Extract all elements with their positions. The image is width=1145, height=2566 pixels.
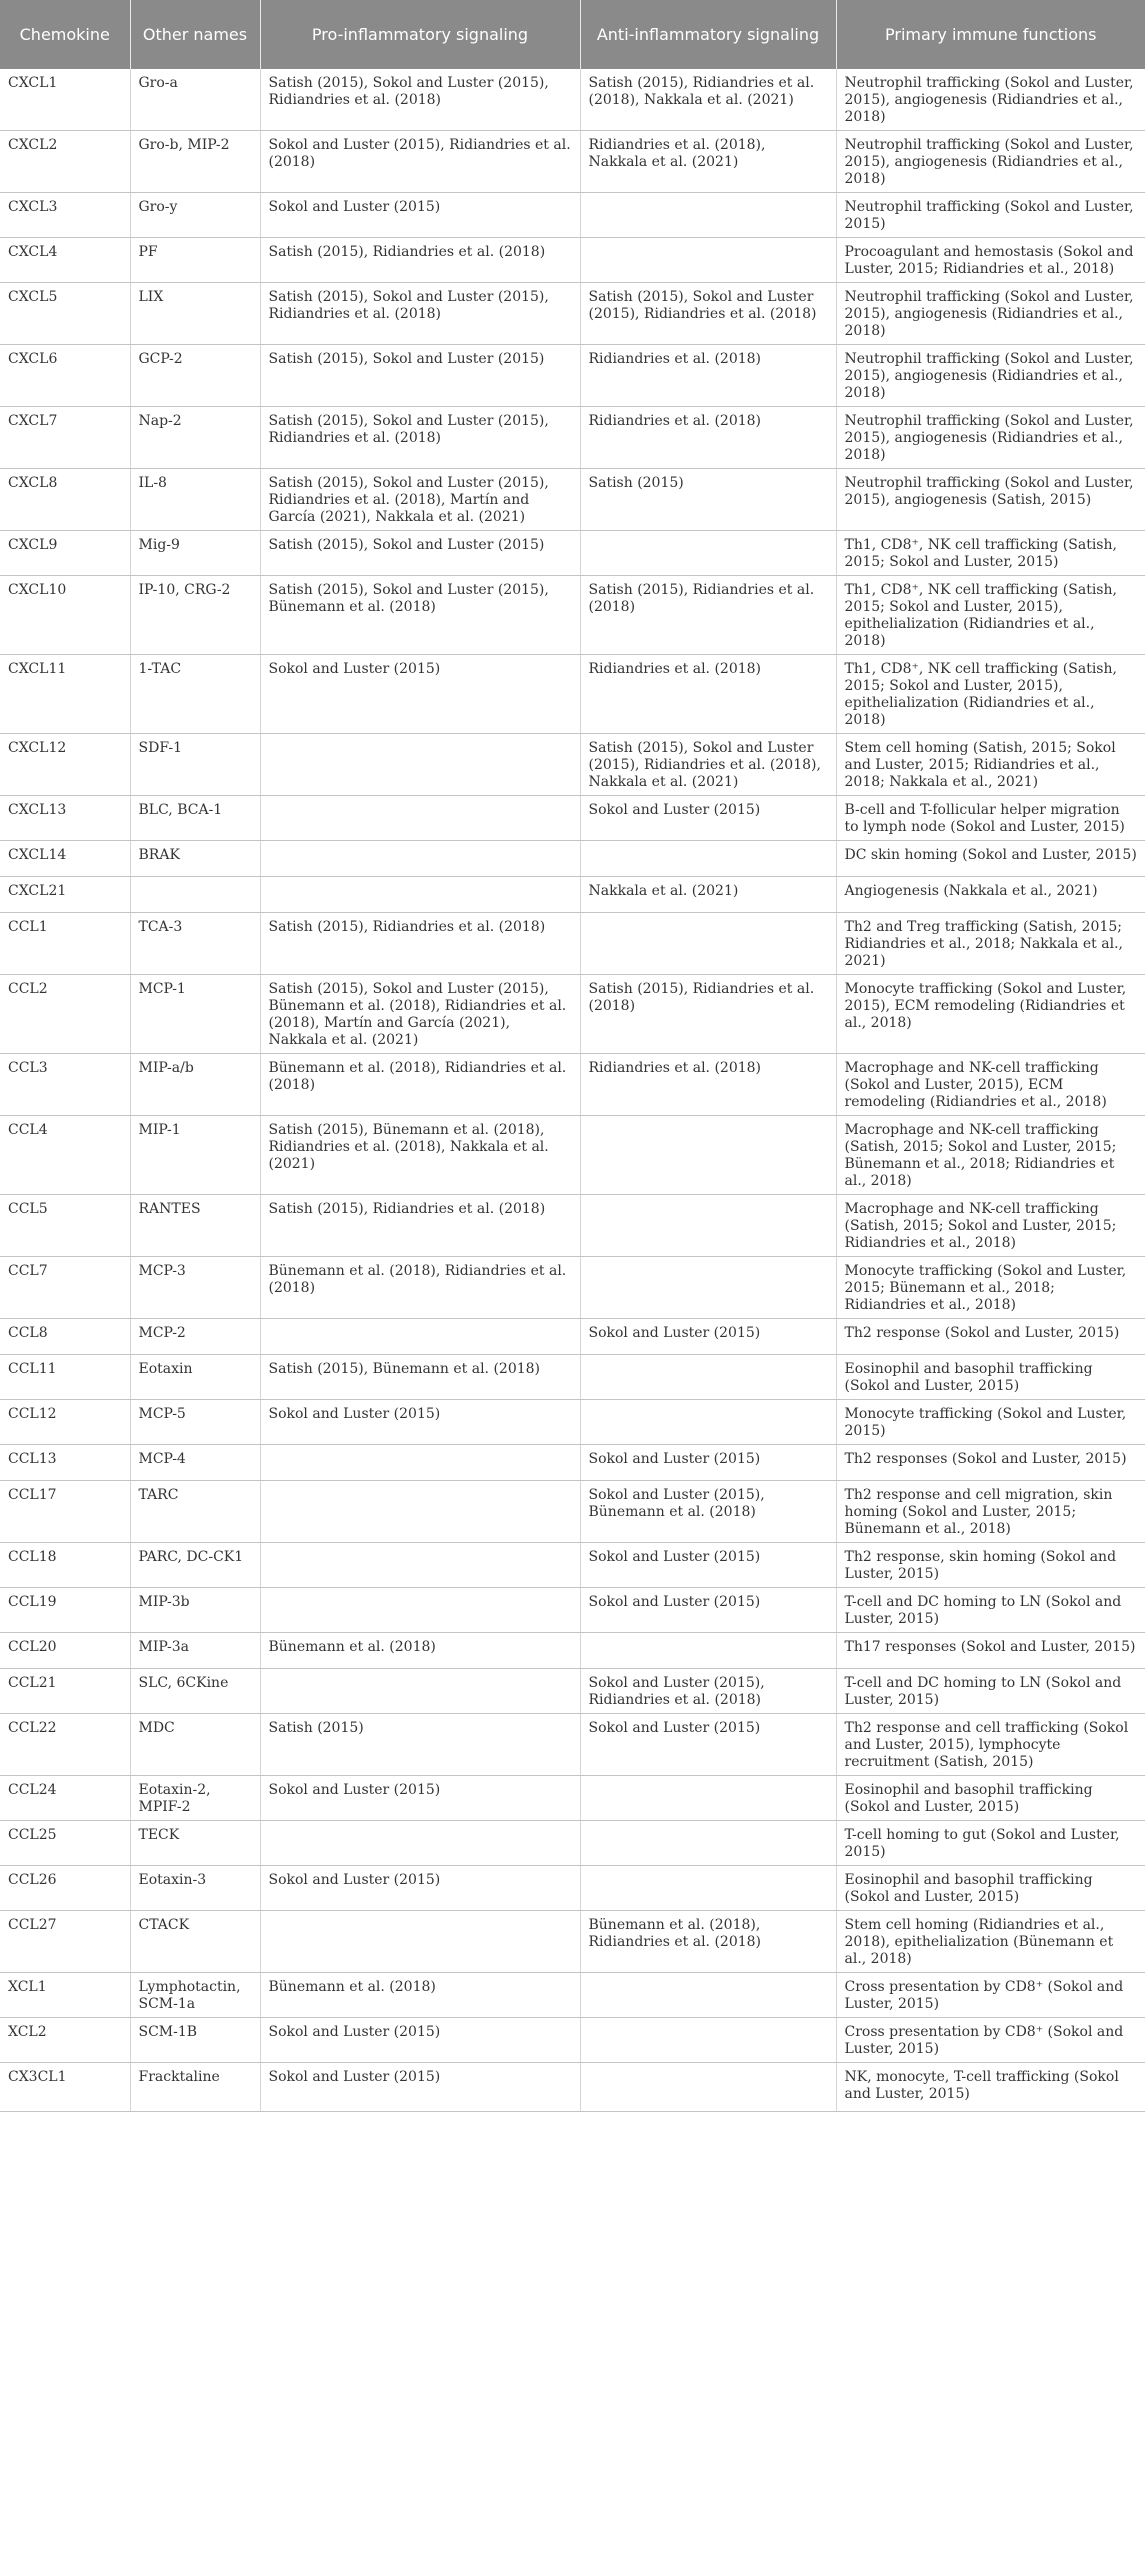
table-row (0, 345, 1145, 407)
other-names-cell: SCM-1B (130, 2018, 260, 2063)
table-row (0, 69, 1145, 131)
table-row (0, 2018, 1145, 2063)
pro-inflammatory-cell (260, 1445, 580, 1481)
immune-functions-cell: Macrophage and NK-cell trafficking (Satish, 2015; Sokol and Luster, 2015; Ridiandries et al., 2018) (836, 1195, 1145, 1257)
anti-inflammatory-cell (580, 1400, 836, 1445)
table-row (0, 975, 1145, 1054)
anti-inflammatory-cell: Satish (2015) (580, 469, 836, 531)
immune-functions-cell: Neutrophil trafficking (Sokol and Luster, 2015), angiogenesis (Satish, 2015) (836, 469, 1145, 531)
chemokine-cell: CXCL8 (0, 469, 130, 531)
other-names-cell: MCP-2 (130, 1319, 260, 1355)
immune-functions-cell: Neutrophil trafficking (Sokol and Luster, 2015), angiogenesis (Ridiandries et al., 2018) (836, 345, 1145, 407)
table-row (0, 841, 1145, 877)
pro-inflammatory-cell (260, 1911, 580, 1973)
table-row (0, 1195, 1145, 1257)
anti-inflammatory-cell (580, 1355, 836, 1400)
pro-inflammatory-cell: Bünemann et al. (2018), Ridiandries et al. (2018) (260, 1257, 580, 1319)
chemokine-cell: CXCL7 (0, 407, 130, 469)
anti-inflammatory-cell (580, 1116, 836, 1195)
anti-inflammatory-cell: Nakkala et al. (2021) (580, 877, 836, 913)
other-names-cell: Lymphotactin, SCM-1a (130, 1973, 260, 2018)
table-row (0, 1355, 1145, 1400)
anti-inflammatory-cell: Bünemann et al. (2018), Ridiandries et al. (2018) (580, 1911, 836, 1973)
other-names-cell: MCP-5 (130, 1400, 260, 1445)
anti-inflammatory-cell: Ridiandries et al. (2018) (580, 345, 836, 407)
chemokine-cell: CCL18 (0, 1543, 130, 1588)
table-row (0, 1911, 1145, 1973)
table-row (0, 1319, 1145, 1355)
table-header (0, 0, 1145, 69)
chemokine-cell: CXCL1 (0, 69, 130, 131)
anti-inflammatory-cell: Ridiandries et al. (2018) (580, 655, 836, 734)
pro-inflammatory-cell: Satish (2015), Sokol and Luster (2015) (260, 531, 580, 576)
chemokine-cell: CXCL21 (0, 877, 130, 913)
immune-functions-cell: Monocyte trafficking (Sokol and Luster, 2015) (836, 1400, 1145, 1445)
other-names-cell: MCP-4 (130, 1445, 260, 1481)
chemokine-cell: CCL17 (0, 1481, 130, 1543)
chemokine-cell: CCL24 (0, 1776, 130, 1821)
immune-functions-cell: Stem cell homing (Ridiandries et al., 2018), epithelialization (Bünemann et al., 2018) (836, 1911, 1145, 1973)
table-row (0, 877, 1145, 913)
other-names-cell: PF (130, 238, 260, 283)
table-row (0, 655, 1145, 734)
pro-inflammatory-cell: Satish (2015), Ridiandries et al. (2018) (260, 1195, 580, 1257)
table-row (0, 1588, 1145, 1633)
immune-functions-cell: Monocyte trafficking (Sokol and Luster, 2015; Bünemann et al., 2018; Ridiandries et al., 2018) (836, 1257, 1145, 1319)
anti-inflammatory-cell (580, 1776, 836, 1821)
chemokine-cell: CCL20 (0, 1633, 130, 1669)
pro-inflammatory-cell: Satish (2015), Sokol and Luster (2015), Ridiandries et al. (2018) (260, 283, 580, 345)
other-names-cell: MDC (130, 1714, 260, 1776)
anti-inflammatory-cell: Ridiandries et al. (2018) (580, 1054, 836, 1116)
chemokine-cell: CX3CL1 (0, 2063, 130, 2112)
table-row (0, 1776, 1145, 1821)
chemokine-cell: CCL2 (0, 975, 130, 1054)
pro-inflammatory-cell: Satish (2015), Ridiandries et al. (2018) (260, 238, 580, 283)
table-row (0, 531, 1145, 576)
table-row (0, 1821, 1145, 1866)
immune-functions-cell: Th1, CD8⁺, NK cell trafficking (Satish, 2015; Sokol and Luster, 2015), epithelialization (Ridiandries et al., 2018) (836, 576, 1145, 655)
other-names-cell: MIP-a/b (130, 1054, 260, 1116)
immune-functions-cell: Eosinophil and basophil trafficking (Sokol and Luster, 2015) (836, 1355, 1145, 1400)
anti-inflammatory-cell: Sokol and Luster (2015) (580, 1319, 836, 1355)
immune-functions-cell: T-cell homing to gut (Sokol and Luster, 2015) (836, 1821, 1145, 1866)
chemokine-cell: CXCL10 (0, 576, 130, 655)
pro-inflammatory-cell: Satish (2015), Sokol and Luster (2015), Ridiandries et al. (2018) (260, 69, 580, 131)
anti-inflammatory-cell (580, 1866, 836, 1911)
pro-inflammatory-cell: Satish (2015), Ridiandries et al. (2018) (260, 913, 580, 975)
immune-functions-cell: Cross presentation by CD8⁺ (Sokol and Luster, 2015) (836, 2018, 1145, 2063)
table-row (0, 1116, 1145, 1195)
chemokine-cell: CCL27 (0, 1911, 130, 1973)
pro-inflammatory-cell: Satish (2015), Sokol and Luster (2015), Bünemann et al. (2018), Ridiandries et al. (2018), Martín and García (2021), Nakkala et al. (2021) (260, 975, 580, 1054)
table-row (0, 1257, 1145, 1319)
anti-inflammatory-cell (580, 913, 836, 975)
chemokine-cell: CCL4 (0, 1116, 130, 1195)
header-row (0, 0, 1145, 69)
header-immune-functions: Primary immune functions (836, 0, 1145, 69)
immune-functions-cell: Th2 response and cell migration, skin homing (Sokol and Luster, 2015; Bünemann et al., 2018) (836, 1481, 1145, 1543)
anti-inflammatory-cell: Satish (2015), Sokol and Luster (2015), Ridiandries et al. (2018) (580, 283, 836, 345)
pro-inflammatory-cell (260, 1821, 580, 1866)
pro-inflammatory-cell: Sokol and Luster (2015) (260, 1776, 580, 1821)
chemokine-cell: CXCL11 (0, 655, 130, 734)
immune-functions-cell: Th1, CD8⁺, NK cell trafficking (Satish, 2015; Sokol and Luster, 2015), epithelialization (Ridiandries et al., 2018) (836, 655, 1145, 734)
immune-functions-cell: NK, monocyte, T-cell trafficking (Sokol and Luster, 2015) (836, 2063, 1145, 2112)
anti-inflammatory-cell: Sokol and Luster (2015), Bünemann et al. (2018) (580, 1481, 836, 1543)
table-row (0, 407, 1145, 469)
chemokine-cell: CCL19 (0, 1588, 130, 1633)
chemokine-cell: CCL3 (0, 1054, 130, 1116)
chemokine-cell: CCL26 (0, 1866, 130, 1911)
other-names-cell: IL-8 (130, 469, 260, 531)
anti-inflammatory-cell (580, 1973, 836, 2018)
table-row (0, 734, 1145, 796)
other-names-cell: Fracktaline (130, 2063, 260, 2112)
chemokine-cell: CXCL5 (0, 283, 130, 345)
pro-inflammatory-cell: Sokol and Luster (2015) (260, 655, 580, 734)
pro-inflammatory-cell: Satish (2015) (260, 1714, 580, 1776)
anti-inflammatory-cell (580, 531, 836, 576)
other-names-cell: PARC, DC-CK1 (130, 1543, 260, 1588)
immune-functions-cell: Th1, CD8⁺, NK cell trafficking (Satish, 2015; Sokol and Luster, 2015) (836, 531, 1145, 576)
chemokine-cell: CXCL14 (0, 841, 130, 877)
immune-functions-cell: Macrophage and NK-cell trafficking (Satish, 2015; Sokol and Luster, 2015; Bünemann et al., 2018; Ridiandries et al., 2018) (836, 1116, 1145, 1195)
table-body (0, 69, 1145, 2112)
table-row (0, 913, 1145, 975)
immune-functions-cell: Th2 response (Sokol and Luster, 2015) (836, 1319, 1145, 1355)
other-names-cell: GCP-2 (130, 345, 260, 407)
immune-functions-cell: Eosinophil and basophil trafficking (Sokol and Luster, 2015) (836, 1776, 1145, 1821)
other-names-cell: TCA-3 (130, 913, 260, 975)
chemokine-cell: XCL2 (0, 2018, 130, 2063)
pro-inflammatory-cell: Satish (2015), Sokol and Luster (2015), Ridiandries et al. (2018), Martín and García (2021), Nakkala et al. (2021) (260, 469, 580, 531)
immune-functions-cell: T-cell and DC homing to LN (Sokol and Luster, 2015) (836, 1669, 1145, 1714)
chemokine-cell: CCL7 (0, 1257, 130, 1319)
other-names-cell (130, 877, 260, 913)
immune-functions-cell: Procoagulant and hemostasis (Sokol and Luster, 2015; Ridiandries et al., 2018) (836, 238, 1145, 283)
immune-functions-cell: Macrophage and NK-cell trafficking (Sokol and Luster, 2015), ECM remodeling (Ridiandries et al., 2018) (836, 1054, 1145, 1116)
table-row (0, 2063, 1145, 2112)
chemokine-cell: CCL11 (0, 1355, 130, 1400)
anti-inflammatory-cell: Sokol and Luster (2015) (580, 1588, 836, 1633)
pro-inflammatory-cell: Satish (2015), Bünemann et al. (2018) (260, 1355, 580, 1400)
anti-inflammatory-cell: Ridiandries et al. (2018), Nakkala et al. (2021) (580, 131, 836, 193)
pro-inflammatory-cell: Sokol and Luster (2015) (260, 2018, 580, 2063)
other-names-cell: TARC (130, 1481, 260, 1543)
pro-inflammatory-cell (260, 877, 580, 913)
other-names-cell: Eotaxin-2, MPIF-2 (130, 1776, 260, 1821)
anti-inflammatory-cell: Satish (2015), Ridiandries et al. (2018) (580, 576, 836, 655)
chemokine-cell: CCL25 (0, 1821, 130, 1866)
immune-functions-cell: DC skin homing (Sokol and Luster, 2015) (836, 841, 1145, 877)
immune-functions-cell: Stem cell homing (Satish, 2015; Sokol and Luster, 2015; Ridiandries et al., 2018; Nakkala et al., 2021) (836, 734, 1145, 796)
anti-inflammatory-cell: Ridiandries et al. (2018) (580, 407, 836, 469)
other-names-cell: IP-10, CRG-2 (130, 576, 260, 655)
immune-functions-cell: Eosinophil and basophil trafficking (Sokol and Luster, 2015) (836, 1866, 1145, 1911)
anti-inflammatory-cell: Sokol and Luster (2015) (580, 1543, 836, 1588)
table-row (0, 469, 1145, 531)
pro-inflammatory-cell (260, 734, 580, 796)
other-names-cell: MIP-1 (130, 1116, 260, 1195)
header-anti-inflammatory: Anti-inflammatory signaling (580, 0, 836, 69)
immune-functions-cell: Cross presentation by CD8⁺ (Sokol and Luster, 2015) (836, 1973, 1145, 2018)
pro-inflammatory-cell (260, 1481, 580, 1543)
immune-functions-cell: Th2 and Treg trafficking (Satish, 2015; Ridiandries et al., 2018; Nakkala et al., 2021) (836, 913, 1145, 975)
pro-inflammatory-cell (260, 796, 580, 841)
chemokine-cell: CXCL4 (0, 238, 130, 283)
other-names-cell: RANTES (130, 1195, 260, 1257)
chemokine-cell: CXCL2 (0, 131, 130, 193)
chemokine-cell: CXCL9 (0, 531, 130, 576)
pro-inflammatory-cell: Sokol and Luster (2015), Ridiandries et al. (2018) (260, 131, 580, 193)
anti-inflammatory-cell: Satish (2015), Ridiandries et al. (2018) (580, 975, 836, 1054)
pro-inflammatory-cell: Satish (2015), Bünemann et al. (2018), Ridiandries et al. (2018), Nakkala et al. (2021) (260, 1116, 580, 1195)
other-names-cell: CTACK (130, 1911, 260, 1973)
chemokine-cell: CCL5 (0, 1195, 130, 1257)
chemokine-cell: CCL12 (0, 1400, 130, 1445)
header-chemokine: Chemokine (0, 0, 130, 69)
immune-functions-cell: Th2 responses (Sokol and Luster, 2015) (836, 1445, 1145, 1481)
other-names-cell: Gro-y (130, 193, 260, 238)
anti-inflammatory-cell (580, 1821, 836, 1866)
immune-functions-cell: Neutrophil trafficking (Sokol and Luster, 2015), angiogenesis (Ridiandries et al., 2018) (836, 131, 1145, 193)
table-row (0, 576, 1145, 655)
anti-inflammatory-cell (580, 1195, 836, 1257)
table-row (0, 131, 1145, 193)
table-row (0, 796, 1145, 841)
immune-functions-cell: Th2 response, skin homing (Sokol and Luster, 2015) (836, 1543, 1145, 1588)
other-names-cell: Eotaxin-3 (130, 1866, 260, 1911)
immune-functions-cell: Neutrophil trafficking (Sokol and Luster, 2015), angiogenesis (Ridiandries et al., 2018) (836, 283, 1145, 345)
pro-inflammatory-cell: Satish (2015), Sokol and Luster (2015), Ridiandries et al. (2018) (260, 407, 580, 469)
header-other-names: Other names (130, 0, 260, 69)
anti-inflammatory-cell: Sokol and Luster (2015) (580, 796, 836, 841)
anti-inflammatory-cell (580, 1257, 836, 1319)
pro-inflammatory-cell (260, 1669, 580, 1714)
other-names-cell: 1-TAC (130, 655, 260, 734)
immune-functions-cell: Th17 responses (Sokol and Luster, 2015) (836, 1633, 1145, 1669)
other-names-cell: BRAK (130, 841, 260, 877)
chemokine-cell: CCL8 (0, 1319, 130, 1355)
table-row (0, 1400, 1145, 1445)
other-names-cell: Gro-a (130, 69, 260, 131)
immune-functions-cell: B-cell and T-follicular helper migration to lymph node (Sokol and Luster, 2015) (836, 796, 1145, 841)
pro-inflammatory-cell (260, 841, 580, 877)
chemokine-cell: CCL13 (0, 1445, 130, 1481)
chemokine-cell: CXCL13 (0, 796, 130, 841)
other-names-cell: Mig-9 (130, 531, 260, 576)
table-row (0, 1714, 1145, 1776)
other-names-cell: MIP-3b (130, 1588, 260, 1633)
anti-inflammatory-cell (580, 2063, 836, 2112)
anti-inflammatory-cell: Satish (2015), Ridiandries et al. (2018), Nakkala et al. (2021) (580, 69, 836, 131)
other-names-cell: BLC, BCA-1 (130, 796, 260, 841)
pro-inflammatory-cell (260, 1543, 580, 1588)
other-names-cell: Nap-2 (130, 407, 260, 469)
table-row (0, 283, 1145, 345)
anti-inflammatory-cell: Sokol and Luster (2015) (580, 1445, 836, 1481)
immune-functions-cell: Neutrophil trafficking (Sokol and Luster, 2015) (836, 193, 1145, 238)
other-names-cell: MCP-3 (130, 1257, 260, 1319)
immune-functions-cell: Th2 response and cell trafficking (Sokol and Luster, 2015), lymphocyte recruitment (Satish, 2015) (836, 1714, 1145, 1776)
other-names-cell: LIX (130, 283, 260, 345)
immune-functions-cell: Monocyte trafficking (Sokol and Luster, 2015), ECM remodeling (Ridiandries et al., 2018) (836, 975, 1145, 1054)
pro-inflammatory-cell: Bünemann et al. (2018) (260, 1973, 580, 2018)
anti-inflammatory-cell (580, 238, 836, 283)
other-names-cell: MIP-3a (130, 1633, 260, 1669)
chemokine-cell: CXCL3 (0, 193, 130, 238)
table-row (0, 1481, 1145, 1543)
anti-inflammatory-cell (580, 2018, 836, 2063)
table-row (0, 1669, 1145, 1714)
pro-inflammatory-cell: Sokol and Luster (2015) (260, 2063, 580, 2112)
pro-inflammatory-cell: Sokol and Luster (2015) (260, 1866, 580, 1911)
table-row (0, 193, 1145, 238)
chemokine-cell: CXCL6 (0, 345, 130, 407)
pro-inflammatory-cell: Satish (2015), Sokol and Luster (2015) (260, 345, 580, 407)
table-row (0, 1543, 1145, 1588)
table-row (0, 1054, 1145, 1116)
immune-functions-cell: Neutrophil trafficking (Sokol and Luster, 2015), angiogenesis (Ridiandries et al., 2018) (836, 407, 1145, 469)
anti-inflammatory-cell (580, 193, 836, 238)
immune-functions-cell: Angiogenesis (Nakkala et al., 2021) (836, 877, 1145, 913)
table-row (0, 1445, 1145, 1481)
other-names-cell: MCP-1 (130, 975, 260, 1054)
anti-inflammatory-cell (580, 841, 836, 877)
anti-inflammatory-cell: Sokol and Luster (2015) (580, 1714, 836, 1776)
pro-inflammatory-cell: Bünemann et al. (2018) (260, 1633, 580, 1669)
pro-inflammatory-cell: Satish (2015), Sokol and Luster (2015), Bünemann et al. (2018) (260, 576, 580, 655)
other-names-cell: SDF-1 (130, 734, 260, 796)
chemokine-cell: CCL21 (0, 1669, 130, 1714)
header-pro-inflammatory: Pro-inflammatory signaling (260, 0, 580, 69)
table-row (0, 238, 1145, 283)
chemokine-cell: CXCL12 (0, 734, 130, 796)
other-names-cell: Eotaxin (130, 1355, 260, 1400)
pro-inflammatory-cell (260, 1588, 580, 1633)
anti-inflammatory-cell (580, 1633, 836, 1669)
pro-inflammatory-cell: Sokol and Luster (2015) (260, 1400, 580, 1445)
chemokine-cell: XCL1 (0, 1973, 130, 2018)
other-names-cell: TECK (130, 1821, 260, 1866)
table-row (0, 1973, 1145, 2018)
other-names-cell: Gro-b, MIP-2 (130, 131, 260, 193)
table-row (0, 1633, 1145, 1669)
immune-functions-cell: Neutrophil trafficking (Sokol and Luster, 2015), angiogenesis (Ridiandries et al., 2018) (836, 69, 1145, 131)
anti-inflammatory-cell: Sokol and Luster (2015), Ridiandries et al. (2018) (580, 1669, 836, 1714)
chemokine-cell: CCL22 (0, 1714, 130, 1776)
pro-inflammatory-cell (260, 1319, 580, 1355)
table-row (0, 1866, 1145, 1911)
chemokine-cell: CCL1 (0, 913, 130, 975)
pro-inflammatory-cell: Bünemann et al. (2018), Ridiandries et al. (2018) (260, 1054, 580, 1116)
anti-inflammatory-cell: Satish (2015), Sokol and Luster (2015), Ridiandries et al. (2018), Nakkala et al. (2021) (580, 734, 836, 796)
other-names-cell: SLC, 6CKine (130, 1669, 260, 1714)
pro-inflammatory-cell: Sokol and Luster (2015) (260, 193, 580, 238)
immune-functions-cell: T-cell and DC homing to LN (Sokol and Luster, 2015) (836, 1588, 1145, 1633)
